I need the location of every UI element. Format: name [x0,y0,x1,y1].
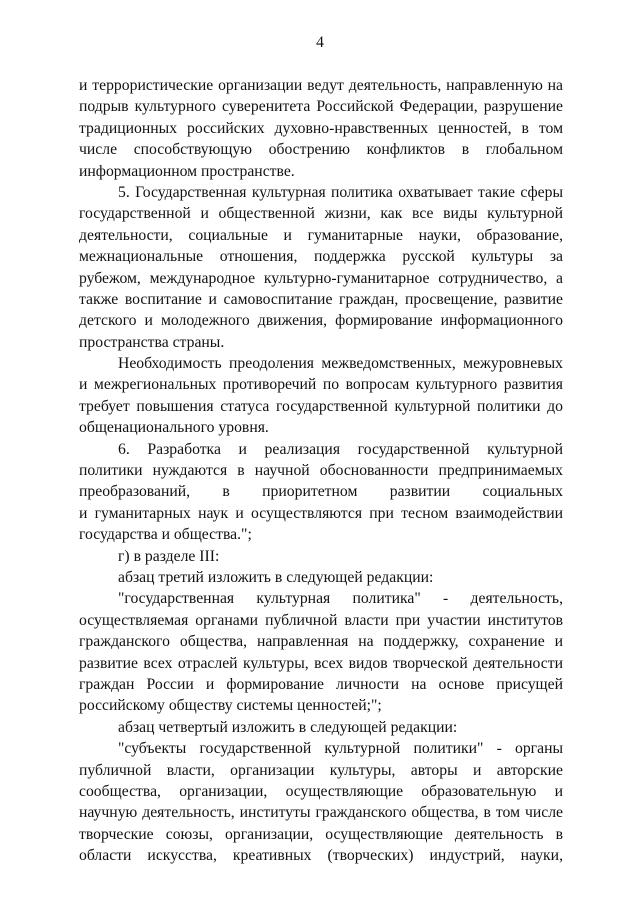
text-line: российскому обществу системы ценностей;"; [79,697,382,715]
text-line: требует повышения статуса государственной культурной политики до [79,397,563,415]
text-line: развитие всех отраслей культуры, всех видов творческой деятельности [79,654,563,672]
text-line: межнациональные отношения, поддержка русской культуры за [79,248,563,266]
text-line: и террористические организации ведут деятельность, направленную на [79,77,563,94]
text-line: 5. Государственная культурная политика охватывает такие сферы [118,183,563,201]
text-line: информационном пространстве. [79,162,295,180]
paragraph [79,567,563,588]
paragraph [79,353,563,439]
text-line: традиционных российских духовно-нравственных ценностей, в том [79,119,563,137]
text-line: "государственная культурная политика" - деятельность, [118,590,563,608]
text-line: и межрегиональных противоречий по вопросам культурного развития [79,376,563,394]
text-line: подрыв культурного суверенитета Российской Федерации, разрушение [79,98,563,116]
text-line: политики нуждаются в научной обоснованности предпринимаемых [79,462,563,480]
text-line: абзац третий изложить в следующей редакции: [118,568,434,586]
text-line: осуществляемая органами публичной власти при участии институтов [79,611,563,629]
text-line: творческие союзы, организации, осуществляющие деятельность в [79,825,563,843]
text-line: публичной власти, организации культуры, авторы и авторские [79,761,563,779]
text-line: детского и молодежного движения, формирование информационного [79,312,563,330]
document-body [79,75,563,866]
page-number: 4 [316,34,324,51]
text-line: сообщества, организации, осуществляющие образовательную и [79,782,563,800]
paragraph [79,182,563,353]
text-line: также воспитание и самовоспитание граждан, просвещение, развитие [79,290,563,308]
text-line: государства и общества."; [79,526,252,544]
text-line: граждан России и формирование личности на основе присущей [79,675,563,693]
paragraph [79,738,563,866]
text-line: г) в разделе III: [118,547,220,565]
text-line: 6. Разработка и реализация государственной культурной [118,440,563,458]
text-line: "субъекты государственной культурной политики" - органы [118,740,563,758]
text-line: области искусства, креативных (творческих) индустрий, науки, [79,847,563,865]
text-line: государственной и общественной жизни, как все виды культурной [79,205,563,223]
paragraph [79,717,563,738]
text-line: Необходимость преодоления межведомственных, межуровневых [118,355,563,373]
text-line: абзац четвертый изложить в следующей редакции: [118,718,458,736]
text-line: преобразований, в приоритетном развитии социальных [79,483,563,501]
text-line: рубежом, международное культурно-гуманитарное сотрудничество, а [79,269,563,287]
text-line: и гуманитарных наук и осуществляются при тесном взаимодействии [79,504,563,522]
text-line: пространства страны. [79,333,225,351]
text-line: общенационального уровня. [79,419,269,437]
text-line: деятельности, социальные и гуманитарные науки, образование, [79,226,563,244]
text-line: гражданского общества, направленная на поддержку, сохранение и [79,633,563,651]
paragraph [79,588,563,716]
text-line: научную деятельность, институты гражданского общества, в том числе [79,804,563,822]
text-line: числе способствующую обострению конфликтов в глобальном [79,141,563,159]
paragraph [79,75,563,182]
paragraph [79,546,563,567]
paragraph [79,439,563,546]
